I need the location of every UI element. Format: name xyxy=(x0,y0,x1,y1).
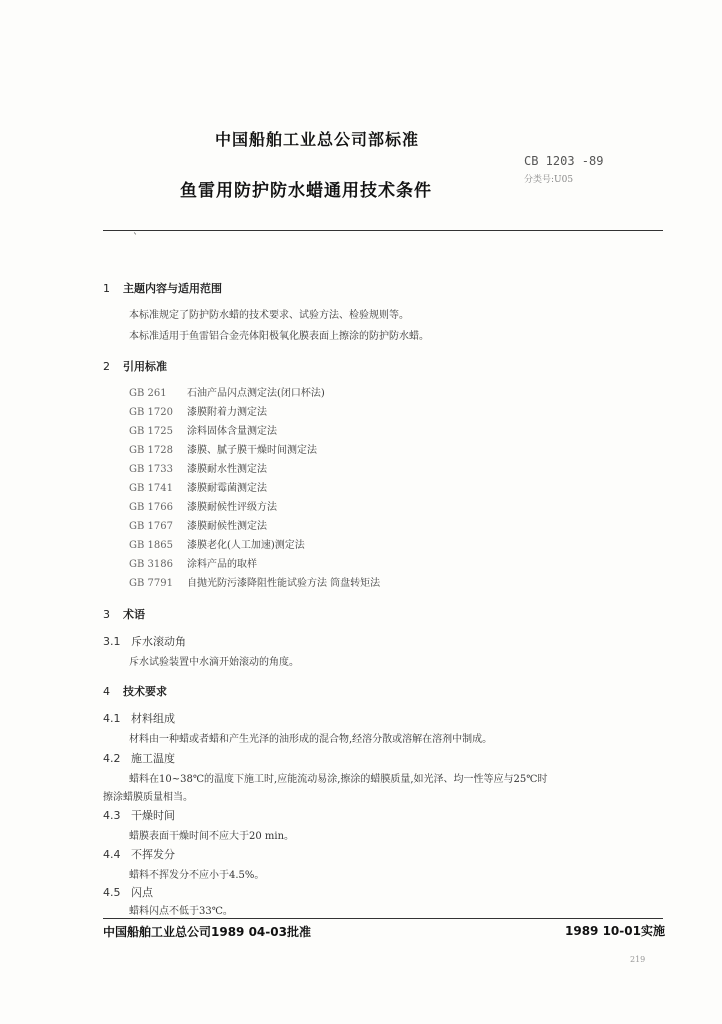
subsection-number: 3.1 xyxy=(103,635,121,648)
subsection-title: 闪点 xyxy=(131,886,153,899)
reference-item xyxy=(129,498,380,517)
reference-item xyxy=(129,479,380,498)
document-title: 鱼雷用防护防水蜡通用技术条件 xyxy=(180,181,432,201)
reference-item xyxy=(129,403,380,422)
reference-name: 涂料产品的取样 xyxy=(187,559,257,570)
subsection-4-5-heading xyxy=(103,884,153,900)
reference-name: 涂料固体含量测定法 xyxy=(187,426,277,437)
subsection-number: 4.2 xyxy=(103,752,121,765)
subsection-title: 斥水滚动角 xyxy=(131,635,186,648)
reference-code: GB 261 xyxy=(129,388,167,399)
reference-item xyxy=(129,517,380,536)
subsection-4-3-text: 蜡膜表面干燥时间不应大于20 min。 xyxy=(129,831,295,842)
section-title: 主题内容与适用范围 xyxy=(123,282,222,295)
subsection-4-5-text: 蜡料闪点不低于33℃。 xyxy=(129,906,233,917)
subsection-4-4-heading xyxy=(103,846,175,862)
section-2-heading xyxy=(103,358,167,374)
section-number: 3 xyxy=(103,608,110,621)
subsection-number: 4.4 xyxy=(103,848,121,861)
standard-code: CB 1203 -89 xyxy=(524,154,604,168)
reference-name: 漆膜耐候性评级方法 xyxy=(187,502,277,513)
reference-code: GB 1720 xyxy=(129,407,173,418)
reference-item xyxy=(129,441,380,460)
reference-code: GB 1728 xyxy=(129,445,173,456)
subsection-4-1-heading xyxy=(103,710,175,726)
page-number: 219 xyxy=(630,955,646,964)
reference-name: 漆膜老化(人工加速)测定法 xyxy=(187,540,305,551)
reference-name: 漆膜耐候性测定法 xyxy=(187,521,267,532)
subsection-title: 不挥发分 xyxy=(131,848,175,861)
header-rule xyxy=(103,230,663,231)
subsection-number: 4.3 xyxy=(103,809,121,822)
reference-item xyxy=(129,555,380,574)
reference-list xyxy=(129,384,380,593)
reference-name: 自抛光防污漆降阻性能试验方法 筒盘转矩法 xyxy=(187,578,381,589)
subsection-4-2-heading xyxy=(103,750,175,766)
section-4-heading xyxy=(103,683,167,699)
section-number: 4 xyxy=(103,685,110,698)
reference-code: GB 7791 xyxy=(129,578,173,589)
effective-date: 1989 10-01实施 xyxy=(565,924,665,938)
subsection-3-1-text: 斥水试验装置中水滴开始滚动的角度。 xyxy=(129,657,299,668)
section-1-paragraph-2: 本标准适用于鱼雷铝合金壳体阳极氧化膜表面上擦涂的防护防水蜡。 xyxy=(129,331,429,342)
section-number: 2 xyxy=(103,360,110,373)
section-title: 引用标准 xyxy=(123,360,167,373)
reference-item xyxy=(129,422,380,441)
reference-name: 漆膜附着力测定法 xyxy=(187,407,267,418)
section-1-paragraph-1: 本标准规定了防护防水蜡的技术要求、试验方法、检验规则等。 xyxy=(129,310,409,321)
reference-item xyxy=(129,536,380,555)
reference-item xyxy=(129,460,380,479)
reference-item xyxy=(129,384,380,403)
section-3-heading xyxy=(103,606,145,622)
subsection-4-2-text-line-1: 蜡料在10~38℃的温度下施工时,应能流动易涂,擦涂的蜡膜质量,如光泽、均一性等应与25℃时 xyxy=(129,774,548,785)
reference-code: GB 1865 xyxy=(129,540,173,551)
subsection-4-3-heading xyxy=(103,807,175,823)
reference-item xyxy=(129,574,380,593)
subsection-title: 施工温度 xyxy=(131,752,175,765)
subsection-4-1-text: 材料由一种蜡或者蜡和产生光泽的油形成的混合物,经溶分散或溶解在溶剂中制成。 xyxy=(129,734,493,745)
reference-code: GB 1733 xyxy=(129,464,173,475)
subsection-3-1-heading xyxy=(103,633,186,649)
approval-date: 中国船舶工业总公司1989 04-03批准 xyxy=(103,925,311,939)
section-title: 术语 xyxy=(123,608,145,621)
section-number: 1 xyxy=(103,282,110,295)
classification-number: 分类号:U05 xyxy=(524,175,574,185)
issuing-organization: 中国船舶工业总公司部标准 xyxy=(215,130,420,149)
reference-name: 漆膜耐霉菌测定法 xyxy=(187,483,267,494)
section-title: 技术要求 xyxy=(123,685,167,698)
subsection-4-2-text-line-2: 擦涂蜡膜质量相当。 xyxy=(103,792,193,803)
reference-name: 漆膜耐水性测定法 xyxy=(187,464,267,475)
subsection-title: 干燥时间 xyxy=(131,809,175,822)
reference-code: GB 1766 xyxy=(129,502,173,513)
section-1-heading xyxy=(103,280,222,296)
reference-code: GB 3186 xyxy=(129,559,173,570)
reference-name: 石油产品闪点测定法(闭口杯法) xyxy=(187,388,325,399)
footer-rule xyxy=(103,918,663,919)
stray-mark: ` xyxy=(133,233,138,244)
reference-code: GB 1725 xyxy=(129,426,173,437)
reference-code: GB 1767 xyxy=(129,521,173,532)
reference-name: 漆膜、腻子膜干燥时间测定法 xyxy=(187,445,317,456)
subsection-4-4-text: 蜡料不挥发分不应小于4.5%。 xyxy=(129,870,265,881)
subsection-title: 材料组成 xyxy=(131,712,175,725)
subsection-number: 4.1 xyxy=(103,712,121,725)
reference-code: GB 1741 xyxy=(129,483,173,494)
subsection-number: 4.5 xyxy=(103,886,121,899)
